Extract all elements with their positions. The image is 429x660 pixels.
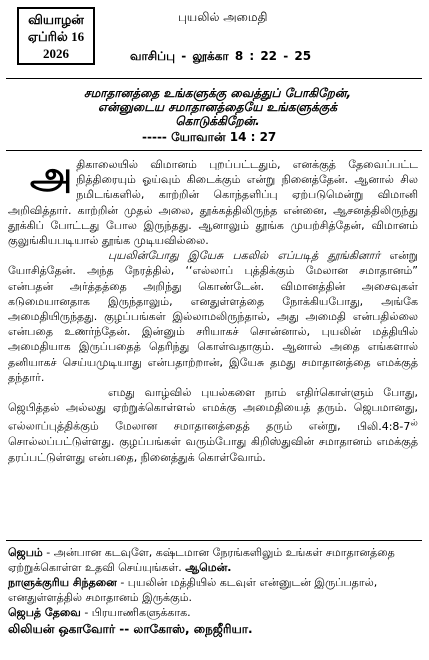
divider-top	[6, 78, 422, 79]
date-month-day: ஏப்ரில் 16	[27, 29, 85, 44]
date-box	[17, 7, 95, 65]
paragraph-3-text-a: எமது வாழ்வில் புயல்களை நாம் எதிர்கொள்ளும் போது, ஜெபித்தல் அல்லது ஏற்றுக்கொள்ளல் எமக்கு அமைதியைத் தரும். ஜெபமானது, எல்லாப்புத்திக்கும் மேலான சமாதானத்தைத் தரும் என்று,	[8, 386, 418, 434]
thought-for-day	[8, 575, 418, 605]
thought-text: - புயலின் மத்தியில் கடவுள் என்னுடன் இருப்பதால், எனதுள்ளத்தில் சமாதானம் இருக்கும்.	[8, 576, 378, 604]
need-text: - பிரயாணிகளுக்காக.	[80, 606, 191, 619]
page-title: புயலில் அமைதி	[178, 10, 268, 24]
prayer-label: ஜெபம்	[8, 546, 43, 559]
author-line: லிலியன் ஒகாவோர் -- லாகோஸ், நைஜீரியா.	[8, 622, 253, 636]
thought-label: நாளுக்குரிய சிந்தனை	[8, 576, 117, 589]
drop-cap: அ	[30, 152, 73, 197]
prayer-amen: ஆமென்.	[185, 561, 232, 574]
divider-middle	[6, 150, 422, 151]
date-day: வியாழன்	[28, 12, 84, 27]
paragraph-3	[8, 385, 418, 465]
verse-line-2: என்னுடைய சமாதானத்தையே உங்களுக்குக்	[97, 100, 338, 114]
date-year: 2026	[43, 46, 69, 61]
devotional-body	[8, 152, 418, 465]
verse-reference: ----- யோவான் 14 : 27	[142, 130, 277, 144]
footer	[8, 545, 418, 637]
paragraph-2-text: என்று யோசித்தேன். அந்த நேரத்தில், ‘‘எல்லாப் புத்திக்கும் மேலான சமாதானம்” என்பதன் அர்த்தத்தை அறிந்து கொண்டேன். விமானத்தின் அசைவுகள் கடுமையானதாக இருந்தாலும், எனதுள்ளத்தை நோக்கியபோது, அங்கே அமைதியிருந்தது. குழப்பங்கள் இல்லாமலிருந்தால், அது அமைதி என்பதில்லை என்பதை உணர்ந்தேன். இன்னும் சரியாகச் சொன்னால், புயலின் மத்தியில் அமைதியாக இருப்பதைத் தெரிந்து கொள்வதாகும். ஆனால் அதை எங்களால் தனியாகச் செய்யமுடியாது என்பதாற்றான், இயேசு தமது சமாதானத்தை எமக்குத் தந்தார்.	[8, 249, 418, 384]
prayer-text: - அன்பான கடவுளே, கஷ்டமான நேரங்களிலும் உங்கள் சமாதானத்தை ஏற்றுக்கொள்ள உதவி செய்யுங்கள்.	[8, 546, 395, 574]
prayer-need	[8, 605, 418, 620]
paragraph-2-italic: புயலின்போது இயேசு பகலில் எப்படித் தூங்கினார்	[108, 249, 381, 263]
verse-line-1: சமாதானத்தை உங்களுக்கு வைத்துப் போகிறேன்,	[83, 86, 352, 100]
reading-reference: வாசிப்பு - லூக்கா 8 : 22 - 25	[130, 49, 312, 63]
key-verse	[20, 86, 415, 128]
divider-bottom	[6, 540, 422, 541]
scripture-ref-suffix: ல்	[410, 417, 418, 429]
paragraph-3-text-b: சொல்லப்பட்டுள்ளது. குழப்பங்கள் வரும்போது கிறிஸ்துவின் சமாதானம் எமக்குத் தரப்பட்டுள்ளது என்பதை, நினைத்துக் கொள்வோம்.	[8, 435, 418, 464]
scripture-ref-text: பிலி.4:8-7	[356, 420, 411, 434]
verse-line-3: கொடுக்கிறேன்.	[175, 114, 260, 128]
paragraph-1	[8, 152, 418, 248]
scripture-ref	[356, 417, 418, 434]
paragraph-2	[8, 248, 418, 385]
paragraph-1-text: திகாலையில் விமானம் புறப்பட்டதும், எனக்குத் தேவைப்பட்ட நித்திரையும் ஓய்வும் கிடைக்கும் என்று நினைத்தேன். ஆனால் சில நமிடங்களில், காற்றின் கொந்தளிப்பு ஏற்படுமென்று விமானி அறிவித்தார். காற்றின் முதல் அலை, தூக்கத்திலிருந்த என்னை, ஆசனத்திலிருந்து தூக்கிப் போட்டது போல இருந்தது. ஆனாலும் தூங்க முயற்சித்தேன், விமானம் குலுங்கியபடியால் தூங்க முடியவில்லை.	[8, 158, 418, 248]
need-label: ஜெபத் தேவை	[8, 606, 81, 619]
prayer	[8, 545, 418, 575]
